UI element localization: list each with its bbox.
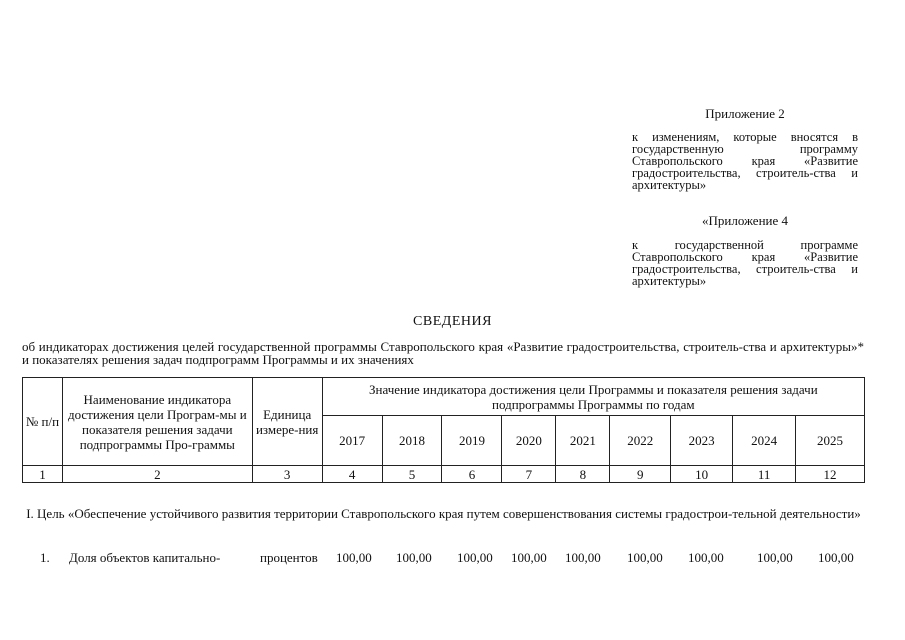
goal-heading: I. Цель «Обеспечение устойчивого развития территории Ставропольского края путем совершенствования системы градострои-тельной деятельности» — [26, 506, 861, 521]
appendix-4-title: «Приложение 4 — [701, 213, 789, 228]
header-year: 2020 — [502, 416, 556, 466]
row-unit: процентов — [260, 550, 318, 565]
appendix-4-text: к государственной программе Ставропольского края «Развитие градостроительства, строитель-ства и архитектуры» — [632, 238, 858, 288]
column-number: 4 — [322, 466, 382, 483]
column-number: 12 — [796, 466, 865, 483]
header-unit: Единица измере-ния — [252, 378, 322, 466]
header-year: 2023 — [671, 416, 733, 466]
row-number: 1. — [40, 550, 50, 565]
header-year: 2025 — [796, 416, 865, 466]
row-value: 100,00 — [818, 550, 854, 565]
document-title: СВЕДЕНИЯ — [413, 314, 492, 329]
row-value: 100,00 — [627, 550, 663, 565]
row-value: 100,00 — [511, 550, 547, 565]
column-number: 2 — [62, 466, 252, 483]
row-value: 100,00 — [457, 550, 493, 565]
row-value: 100,00 — [757, 550, 793, 565]
header-year: 2024 — [733, 416, 796, 466]
column-number: 1 — [23, 466, 63, 483]
column-number: 9 — [610, 466, 671, 483]
row-value: 100,00 — [396, 550, 432, 565]
header-year: 2022 — [610, 416, 671, 466]
appendix-2-text: к изменениям, которые вносятся в государственную программу Ставропольского края «Развитие градостроительства, строитель-ства и архитектуры» — [632, 130, 858, 192]
row-value: 100,00 — [336, 550, 372, 565]
appendix-2-title: Приложение 2 — [705, 106, 785, 121]
column-number: 3 — [252, 466, 322, 483]
row-value: 100,00 — [565, 550, 601, 565]
header-values: Значение индикатора достижения цели Программы и показателя решения задачи подпрограммы Программы по годам — [322, 378, 864, 416]
header-year: 2021 — [556, 416, 610, 466]
column-number: 5 — [382, 466, 442, 483]
header-year: 2018 — [382, 416, 442, 466]
column-number: 8 — [556, 466, 610, 483]
header-year: 2017 — [322, 416, 382, 466]
row-value: 100,00 — [688, 550, 724, 565]
document-subtitle: об индикаторах достижения целей государственной программы Ставропольского края «Развитие градостроительства, строитель-ства и архитектуры»* и показателях решения задач подпрограмм Программы и их значениях — [22, 339, 864, 367]
column-number: 7 — [502, 466, 556, 483]
row-name: Доля объектов капитально- — [69, 550, 221, 565]
header-year: 2019 — [442, 416, 502, 466]
column-number: 6 — [442, 466, 502, 483]
column-number: 11 — [733, 466, 796, 483]
header-name: Наименование индикатора достижения цели Програм-мы и показателя решения задачи подпрограммы Про-граммы — [62, 378, 252, 466]
header-num: № п/п — [23, 378, 63, 466]
indicators-table — [22, 377, 865, 483]
column-number: 10 — [671, 466, 733, 483]
